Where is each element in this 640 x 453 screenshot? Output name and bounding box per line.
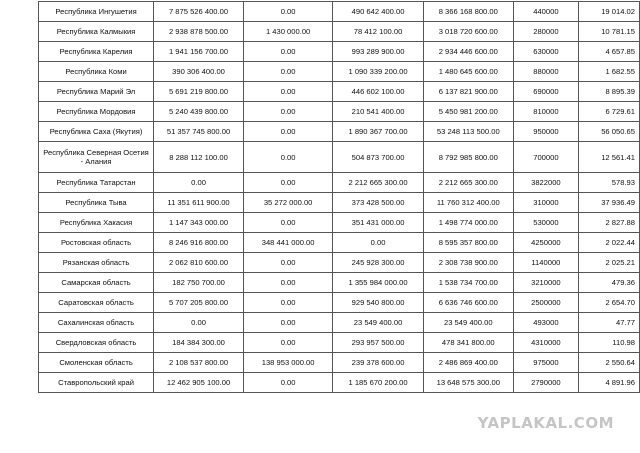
value-cell: 490 642 400.00	[333, 2, 424, 22]
value-cell: 504 873 700.00	[333, 142, 424, 173]
value-cell: 37 936.49	[579, 193, 640, 213]
region-name-cell: Самарская область	[39, 273, 154, 293]
value-cell: 2 827.88	[579, 213, 640, 233]
value-cell: 0.00	[243, 142, 332, 173]
value-cell: 0.00	[243, 102, 332, 122]
value-cell: 51 357 745 800.00	[154, 122, 244, 142]
value-cell: 4250000	[513, 233, 578, 253]
table-row	[39, 333, 640, 353]
value-cell: 0.00	[243, 213, 332, 233]
region-name-cell: Сахалинская область	[39, 313, 154, 333]
value-cell: 1 090 339 200.00	[333, 62, 424, 82]
value-cell: 8 366 168 800.00	[423, 2, 513, 22]
table-row	[39, 122, 640, 142]
value-cell: 12 462 905 100.00	[154, 373, 244, 393]
region-name-cell: Рязанская область	[39, 253, 154, 273]
value-cell: 950000	[513, 122, 578, 142]
value-cell: 0.00	[243, 2, 332, 22]
value-cell: 110.98	[579, 333, 640, 353]
value-cell: 280000	[513, 22, 578, 42]
table-row	[39, 102, 640, 122]
value-cell: 19 014.02	[579, 2, 640, 22]
value-cell: 1 941 156 700.00	[154, 42, 244, 62]
value-cell: 56 050.65	[579, 122, 640, 142]
region-name-cell: Смоленская область	[39, 353, 154, 373]
region-name-cell: Республика Саха (Якутия)	[39, 122, 154, 142]
value-cell: 690000	[513, 82, 578, 102]
value-cell: 184 384 300.00	[154, 333, 244, 353]
value-cell: 2 934 446 600.00	[423, 42, 513, 62]
region-name-cell: Ростовская область	[39, 233, 154, 253]
value-cell: 700000	[513, 142, 578, 173]
value-cell: 446 602 100.00	[333, 82, 424, 102]
value-cell: 4 891.96	[579, 373, 640, 393]
value-cell: 351 431 000.00	[333, 213, 424, 233]
value-cell: 2 212 665 300.00	[333, 173, 424, 193]
value-cell: 810000	[513, 102, 578, 122]
value-cell: 3 018 720 600.00	[423, 22, 513, 42]
table-row	[39, 273, 640, 293]
value-cell: 0.00	[243, 173, 332, 193]
region-name-cell: Республика Мордовия	[39, 102, 154, 122]
value-cell: 0.00	[243, 42, 332, 62]
value-cell: 310000	[513, 193, 578, 213]
value-cell: 5 707 205 800.00	[154, 293, 244, 313]
table-row	[39, 173, 640, 193]
region-name-cell: Республика Марий Эл	[39, 82, 154, 102]
value-cell: 3822000	[513, 173, 578, 193]
value-cell: 2 486 869 400.00	[423, 353, 513, 373]
value-cell: 6 137 821 900.00	[423, 82, 513, 102]
value-cell: 2 938 878 500.00	[154, 22, 244, 42]
value-cell: 5 450 981 200.00	[423, 102, 513, 122]
value-cell: 2 062 810 600.00	[154, 253, 244, 273]
value-cell: 880000	[513, 62, 578, 82]
value-cell: 975000	[513, 353, 578, 373]
table-row	[39, 82, 640, 102]
value-cell: 5 691 219 800.00	[154, 82, 244, 102]
region-name-cell: Республика Ингушетия	[39, 2, 154, 22]
value-cell: 6 636 746 600.00	[423, 293, 513, 313]
value-cell: 23 549 400.00	[333, 313, 424, 333]
value-cell: 2 025.21	[579, 253, 640, 273]
table-body	[39, 2, 640, 393]
table-row	[39, 193, 640, 213]
value-cell: 2 108 537 800.00	[154, 353, 244, 373]
value-cell: 239 378 600.00	[333, 353, 424, 373]
value-cell: 0.00	[243, 253, 332, 273]
region-name-cell: Республика Хакасия	[39, 213, 154, 233]
value-cell: 35 272 000.00	[243, 193, 332, 213]
value-cell: 293 957 500.00	[333, 333, 424, 353]
value-cell: 23 549 400.00	[423, 313, 513, 333]
value-cell: 1 480 645 600.00	[423, 62, 513, 82]
value-cell: 630000	[513, 42, 578, 62]
table-row	[39, 42, 640, 62]
value-cell: 78 412 100.00	[333, 22, 424, 42]
value-cell: 182 750 700.00	[154, 273, 244, 293]
table-row	[39, 22, 640, 42]
value-cell: 1 430 000.00	[243, 22, 332, 42]
value-cell: 0.00	[243, 273, 332, 293]
value-cell: 2790000	[513, 373, 578, 393]
value-cell: 1140000	[513, 253, 578, 273]
value-cell: 0.00	[243, 313, 332, 333]
value-cell: 0.00	[243, 373, 332, 393]
value-cell: 8 895.39	[579, 82, 640, 102]
value-cell: 1 355 984 000.00	[333, 273, 424, 293]
value-cell: 1 890 367 700.00	[333, 122, 424, 142]
value-cell: 0.00	[154, 173, 244, 193]
value-cell: 1 538 734 700.00	[423, 273, 513, 293]
value-cell: 0.00	[243, 62, 332, 82]
value-cell: 8 595 357 800.00	[423, 233, 513, 253]
value-cell: 10 781.15	[579, 22, 640, 42]
value-cell: 47.77	[579, 313, 640, 333]
region-name-cell: Республика Калмыкия	[39, 22, 154, 42]
value-cell: 1 498 774 000.00	[423, 213, 513, 233]
value-cell: 2 308 738 900.00	[423, 253, 513, 273]
value-cell: 993 289 900.00	[333, 42, 424, 62]
value-cell: 2 212 665 300.00	[423, 173, 513, 193]
region-budget-table	[38, 1, 640, 393]
table-row	[39, 313, 640, 333]
region-name-cell: Свердловская область	[39, 333, 154, 353]
region-name-cell: Ставропольский край	[39, 373, 154, 393]
value-cell: 4310000	[513, 333, 578, 353]
table-row	[39, 62, 640, 82]
table-row	[39, 353, 640, 373]
table-row	[39, 293, 640, 313]
value-cell: 0.00	[243, 122, 332, 142]
value-cell: 929 540 800.00	[333, 293, 424, 313]
value-cell: 2500000	[513, 293, 578, 313]
value-cell: 390 306 400.00	[154, 62, 244, 82]
value-cell: 8 288 112 100.00	[154, 142, 244, 173]
value-cell: 210 541 400.00	[333, 102, 424, 122]
value-cell: 1 147 343 000.00	[154, 213, 244, 233]
value-cell: 0.00	[333, 233, 424, 253]
region-name-cell: Саратовская область	[39, 293, 154, 313]
value-cell: 245 928 300.00	[333, 253, 424, 273]
value-cell: 4 657.85	[579, 42, 640, 62]
value-cell: 2 550.64	[579, 353, 640, 373]
value-cell: 0.00	[243, 293, 332, 313]
value-cell: 1 185 670 200.00	[333, 373, 424, 393]
value-cell: 11 351 611 900.00	[154, 193, 244, 213]
value-cell: 13 648 575 300.00	[423, 373, 513, 393]
value-cell: 3210000	[513, 273, 578, 293]
region-name-cell: Республика Коми	[39, 62, 154, 82]
value-cell: 12 561.41	[579, 142, 640, 173]
value-cell: 8 246 916 800.00	[154, 233, 244, 253]
value-cell: 478 341 800.00	[423, 333, 513, 353]
table-row	[39, 2, 640, 22]
value-cell: 2 654.70	[579, 293, 640, 313]
value-cell: 8 792 985 800.00	[423, 142, 513, 173]
value-cell: 530000	[513, 213, 578, 233]
site-watermark: YAPLAKAL.COM	[477, 414, 614, 432]
value-cell: 1 682.55	[579, 62, 640, 82]
value-cell: 0.00	[243, 333, 332, 353]
value-cell: 11 760 312 400.00	[423, 193, 513, 213]
value-cell: 373 428 500.00	[333, 193, 424, 213]
table-row	[39, 253, 640, 273]
region-name-cell: Республика Тыва	[39, 193, 154, 213]
value-cell: 53 248 113 500.00	[423, 122, 513, 142]
region-name-cell: Республика Татарстан	[39, 173, 154, 193]
value-cell: 7 875 526 400.00	[154, 2, 244, 22]
table-row	[39, 373, 640, 393]
value-cell: 5 240 439 800.00	[154, 102, 244, 122]
value-cell: 0.00	[154, 313, 244, 333]
value-cell: 6 729.61	[579, 102, 640, 122]
table-row	[39, 142, 640, 173]
region-name-cell: Республика Карелия	[39, 42, 154, 62]
region-name-cell: Республика Северная Осетия - Алания	[39, 142, 154, 173]
value-cell: 578.93	[579, 173, 640, 193]
table-row	[39, 213, 640, 233]
value-cell: 2 022.44	[579, 233, 640, 253]
value-cell: 348 441 000.00	[243, 233, 332, 253]
table-row	[39, 233, 640, 253]
value-cell: 479.36	[579, 273, 640, 293]
value-cell: 493000	[513, 313, 578, 333]
value-cell: 0.00	[243, 82, 332, 102]
value-cell: 138 953 000.00	[243, 353, 332, 373]
value-cell: 440000	[513, 2, 578, 22]
